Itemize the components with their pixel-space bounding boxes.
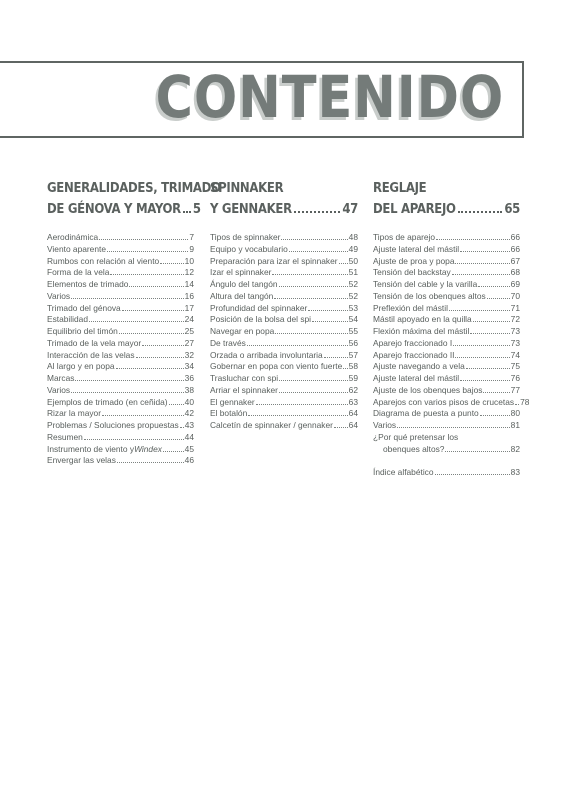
toc-entry-page: 43 xyxy=(184,420,195,430)
toc-entry[interactable] xyxy=(47,244,194,256)
dot-leader xyxy=(99,239,188,240)
dot-leader xyxy=(455,263,509,264)
section-heading xyxy=(47,178,221,220)
dot-leader xyxy=(183,211,191,213)
section-page-number: 65 xyxy=(504,202,520,217)
toc-entry[interactable] xyxy=(47,373,194,385)
toc-entry[interactable] xyxy=(47,232,194,244)
toc-entry[interactable] xyxy=(210,256,358,268)
toc-entry[interactable] xyxy=(47,314,194,326)
toc-entry-text: Elementos de trimado xyxy=(47,279,129,289)
toc-entry-text: Índice alfabético xyxy=(373,467,434,478)
toc-entry[interactable] xyxy=(373,361,520,373)
toc-entry[interactable] xyxy=(47,291,194,303)
toc-entry[interactable] xyxy=(373,350,520,362)
toc-entry-page: 49 xyxy=(348,243,358,254)
dot-leader xyxy=(466,368,510,369)
section-heading-line2: Y GENNAKER xyxy=(210,202,292,217)
toc-entry[interactable] xyxy=(47,267,194,279)
toc-entry-text: Problemas / Soluciones propuestas xyxy=(47,420,179,430)
dot-leader xyxy=(110,274,183,275)
toc-entry-text: Rumbos con relación al viento xyxy=(47,255,160,266)
toc-entry[interactable] xyxy=(210,338,358,350)
toc-entry-text: El botalón xyxy=(210,408,248,419)
toc-entry[interactable] xyxy=(47,303,194,315)
toc-entry-text: Izar el spinnaker xyxy=(210,267,272,278)
toc-entry[interactable] xyxy=(373,338,520,350)
toc-entry-page: 69 xyxy=(510,279,520,289)
dot-leader xyxy=(107,251,188,252)
toc-entry[interactable] xyxy=(210,350,358,362)
toc-entry[interactable] xyxy=(47,350,194,362)
toc-entry-text: Equilibrio del timón xyxy=(47,326,118,336)
section-page-number: 47 xyxy=(342,202,358,217)
toc-entry-page: 82 xyxy=(510,443,520,454)
dot-leader xyxy=(84,439,184,440)
toc-entry[interactable] xyxy=(373,420,520,432)
toc-entry-page: 62 xyxy=(348,384,358,395)
toc-entry-page: 45 xyxy=(184,443,194,454)
dot-leader xyxy=(339,263,348,264)
toc-entry-multiline[interactable] xyxy=(373,432,520,456)
toc-entry-text: Ajuste lateral del mástil xyxy=(373,373,460,383)
dot-leader xyxy=(129,286,183,287)
toc-entry-page: 32 xyxy=(184,349,194,360)
toc-section-reglaje xyxy=(373,178,530,479)
toc-entry-page: 66 xyxy=(510,232,520,242)
section-heading xyxy=(373,178,520,220)
toc-entry-text: Resumen xyxy=(47,431,83,442)
toc-entry[interactable] xyxy=(373,373,520,385)
toc-entry-page: 67 xyxy=(510,255,520,266)
toc-entry[interactable] xyxy=(373,314,520,326)
toc-entry[interactable] xyxy=(47,432,194,444)
toc-entry-text: ¿Por qué pretensar los xyxy=(373,431,459,442)
toc-entry-page: 63 xyxy=(348,396,358,407)
toc-entry-page: 12 xyxy=(184,267,194,278)
toc-entry-list xyxy=(47,232,194,467)
dot-leader xyxy=(163,451,184,452)
toc-entry-text: Tipos de aparejo xyxy=(373,232,436,242)
dot-leader xyxy=(453,345,510,346)
toc-entry[interactable] xyxy=(47,408,194,420)
dot-leader xyxy=(274,298,347,299)
toc-entry-page: 48 xyxy=(348,232,358,242)
toc-section-generalidades xyxy=(47,178,221,467)
toc-entry-page: 71 xyxy=(510,302,520,313)
toc-entry-text: Al largo y en popa xyxy=(47,361,115,372)
toc-entry[interactable] xyxy=(47,279,194,291)
toc-entry-text: Ajuste de proa y popa xyxy=(373,255,455,266)
toc-entry-page: 83 xyxy=(510,467,520,478)
toc-entry-page: 10 xyxy=(184,255,194,266)
toc-entry-text: Varios xyxy=(373,420,397,430)
toc-entry-page: 81 xyxy=(510,420,520,430)
dot-leader xyxy=(449,310,510,311)
toc-entry[interactable] xyxy=(210,326,358,338)
toc-entry-page: 73 xyxy=(510,326,520,336)
dot-leader xyxy=(312,321,348,322)
toc-entry[interactable] xyxy=(210,408,358,420)
toc-entry-index[interactable] xyxy=(373,467,520,479)
toc-entry-text: Flexión máxima del mástil xyxy=(373,326,470,336)
dot-leader xyxy=(294,211,340,213)
title-banner xyxy=(0,61,524,138)
toc-entry-text: Mástil apoyado en la quilla xyxy=(373,314,472,325)
toc-entry-text: Aparejo fraccionado I xyxy=(373,337,453,348)
toc-entry[interactable] xyxy=(47,444,194,456)
toc-entry[interactable] xyxy=(210,232,358,244)
dot-leader xyxy=(324,357,348,358)
toc-entry-page: 78 xyxy=(520,396,530,407)
toc-entry-list xyxy=(373,232,530,432)
dot-leader xyxy=(445,451,509,452)
toc-entry-page: 16 xyxy=(184,290,194,301)
dot-leader xyxy=(279,286,348,287)
dot-leader xyxy=(279,392,348,393)
toc-entry-page: 25 xyxy=(184,326,194,336)
toc-entry-page: 64 xyxy=(348,420,358,430)
section-heading-line1: REGLAJE xyxy=(373,181,427,196)
toc-entry-text: Arriar el spinnaker xyxy=(210,384,278,395)
toc-entry-page: 76 xyxy=(510,373,520,383)
section-heading-line1: GENERALIDADES, TRIMADO xyxy=(47,181,221,196)
toc-entry[interactable] xyxy=(373,244,520,256)
toc-entry-text: Trimado de la vela mayor xyxy=(47,337,142,348)
section-heading xyxy=(210,178,358,220)
toc-entry-text: Interacción de las velas xyxy=(47,349,135,360)
toc-entry-text: Tipos de spinnaker xyxy=(210,232,281,242)
dot-leader xyxy=(122,310,184,311)
dot-leader xyxy=(281,239,347,240)
dot-leader xyxy=(116,368,184,369)
toc-entry[interactable] xyxy=(373,326,520,338)
dot-leader xyxy=(248,415,347,416)
dot-leader xyxy=(71,392,184,393)
toc-entry-text: Ajuste de los obenques bajos xyxy=(373,384,483,395)
toc-entry-page: 73 xyxy=(510,337,520,348)
toc-entry-page: 14 xyxy=(184,279,194,289)
toc-entry-page: 34 xyxy=(184,361,194,372)
dot-leader xyxy=(117,462,184,463)
toc-entry[interactable] xyxy=(210,244,358,256)
page-title: CONTENIDO xyxy=(155,63,504,131)
dot-leader xyxy=(473,321,510,322)
toc-entry-page: 9 xyxy=(189,243,194,254)
toc-entry[interactable] xyxy=(47,326,194,338)
dot-leader xyxy=(71,298,184,299)
toc-entry-text: Rizar la mayor xyxy=(47,408,101,419)
section-heading-line2: DE GÉNOVA Y MAYOR xyxy=(47,202,181,217)
dot-leader xyxy=(470,333,509,334)
section-heading-line2: DEL APAREJO xyxy=(373,202,456,217)
toc-entry-text: Trasluchar con spi xyxy=(210,373,279,383)
toc-entry-page: 75 xyxy=(510,361,520,372)
toc-entry-text: Marcas xyxy=(47,373,75,383)
dot-leader xyxy=(435,474,510,475)
toc-entry-page: 55 xyxy=(348,326,358,336)
toc-entry[interactable] xyxy=(373,385,520,397)
toc-entry-page: 64 xyxy=(348,408,358,419)
toc-entry-page: 7 xyxy=(189,232,194,242)
toc-entry-text: Forma de la vela xyxy=(47,267,110,278)
dot-leader xyxy=(102,415,184,416)
toc-entry-page: 54 xyxy=(348,314,358,325)
dot-leader xyxy=(334,427,348,428)
toc-entry[interactable] xyxy=(373,408,520,420)
dot-leader xyxy=(180,427,184,428)
toc-entry[interactable] xyxy=(210,373,358,385)
toc-entry[interactable] xyxy=(210,291,358,303)
toc-entry-page: 80 xyxy=(510,408,520,419)
toc-entry[interactable] xyxy=(210,361,358,373)
toc-entry-page: 68 xyxy=(510,267,520,278)
toc-entry-page: 51 xyxy=(348,267,358,278)
toc-entry[interactable] xyxy=(373,232,520,244)
dot-leader xyxy=(160,263,183,264)
toc-entry[interactable] xyxy=(373,303,520,315)
toc-entry-text: Varios xyxy=(47,290,71,301)
toc-entry[interactable] xyxy=(47,385,194,397)
dot-leader xyxy=(119,333,184,334)
toc-entry[interactable] xyxy=(373,291,520,303)
toc-entry-text: Calcetín de spinnaker / gennaker xyxy=(210,420,333,430)
toc-entry-text: Ángulo del tangón xyxy=(210,279,278,289)
toc-entry[interactable] xyxy=(47,420,194,432)
dot-leader xyxy=(487,298,510,299)
toc-entry-page: 66 xyxy=(510,243,520,254)
toc-entry-text: Ejemplos de trimado (en ceñida) xyxy=(47,396,168,407)
toc-entry-page: 38 xyxy=(184,384,194,395)
dot-leader xyxy=(142,345,183,346)
toc-entry-text: Aerodinámica xyxy=(47,232,99,242)
toc-entry-page: 52 xyxy=(348,290,358,301)
toc-entry[interactable] xyxy=(47,256,194,268)
dot-leader xyxy=(169,404,184,405)
dot-leader xyxy=(436,239,510,240)
toc-entry-text: Equipo y vocabulario xyxy=(210,243,288,254)
toc-entry-text: Tensión del backstay xyxy=(373,267,451,278)
dot-leader xyxy=(515,404,519,405)
dot-leader xyxy=(343,368,347,369)
dot-leader xyxy=(256,404,348,405)
toc-entry-page: 56 xyxy=(348,337,358,348)
toc-entry-text: Diagrama de puesta a punto xyxy=(373,408,479,419)
toc-entry-page: 72 xyxy=(510,314,520,325)
toc-entry-text: Tensión de los obenques altos xyxy=(373,290,486,301)
dot-leader xyxy=(480,415,510,416)
toc-entry-page: 40 xyxy=(184,396,194,407)
toc-entry-text: Estabilidad xyxy=(47,314,88,325)
toc-entry-page: 74 xyxy=(510,349,520,360)
dot-leader xyxy=(455,357,509,358)
toc-entry-page: 17 xyxy=(184,302,194,313)
toc-entry-page: 42 xyxy=(184,408,194,419)
toc-entry-page: 27 xyxy=(184,337,194,348)
toc-entry-text-italic: Windex xyxy=(134,443,162,454)
toc-entry-page: 70 xyxy=(510,290,520,301)
toc-entry[interactable] xyxy=(210,279,358,291)
toc-entry-page: 59 xyxy=(348,373,358,383)
dot-leader xyxy=(136,357,184,358)
toc-entry[interactable] xyxy=(210,314,358,326)
toc-entry-text: Preparación para izar el spinnaker xyxy=(210,255,338,266)
dot-leader xyxy=(452,274,510,275)
toc-entry-text: Orzada o arribada involuntaria xyxy=(210,349,323,360)
dot-leader xyxy=(460,251,510,252)
toc-entry[interactable] xyxy=(373,267,520,279)
toc-entry-page: 57 xyxy=(348,349,358,360)
dot-leader xyxy=(275,333,347,334)
spacer xyxy=(373,455,520,467)
toc-entry[interactable] xyxy=(210,385,358,397)
toc-entry[interactable] xyxy=(373,396,530,409)
toc-entry-text: Aparejos con varios pisos de crucetas xyxy=(373,396,515,407)
toc-entry-text: De través xyxy=(210,337,246,348)
toc-entry-text: Aparejo fraccionado II xyxy=(373,349,455,360)
toc-entry-text: El gennaker xyxy=(210,396,255,407)
dot-leader xyxy=(308,310,347,311)
toc-entry-page: 36 xyxy=(184,373,194,383)
toc-entry-text: Envergar las velas xyxy=(47,455,116,466)
toc-entry-text: Ajuste lateral del mástil xyxy=(373,243,460,254)
toc-entry-page: 53 xyxy=(348,302,358,313)
toc-entry[interactable] xyxy=(47,455,194,467)
toc-entry-page: 24 xyxy=(184,314,194,325)
toc-entry-text-continued: obenques altos? xyxy=(383,443,445,454)
toc-entry-text: Ajuste navegando a vela xyxy=(373,361,465,372)
toc-entry[interactable] xyxy=(373,256,520,268)
section-page-number: 5 xyxy=(192,202,201,217)
toc-entry-page: 44 xyxy=(184,431,194,442)
toc-entry-page: 58 xyxy=(348,361,358,372)
section-heading-line1: SPINNAKER xyxy=(210,181,284,196)
toc-entry-list xyxy=(210,232,358,432)
toc-entry[interactable] xyxy=(47,338,194,350)
dot-leader xyxy=(458,211,503,213)
toc-entry[interactable] xyxy=(210,303,358,315)
toc-entry-page: 77 xyxy=(510,384,520,395)
dot-leader xyxy=(289,251,348,252)
toc-entry-text: Trimado del génova xyxy=(47,302,121,313)
toc-entry-page: 52 xyxy=(348,279,358,289)
toc-entry[interactable] xyxy=(210,397,358,409)
dot-leader xyxy=(397,427,510,428)
toc-entry[interactable] xyxy=(47,397,194,409)
toc-entry-text: Varios xyxy=(47,384,71,395)
toc-entry[interactable] xyxy=(210,420,358,432)
toc-entry-page: 50 xyxy=(348,255,358,266)
dot-leader xyxy=(75,380,183,381)
dot-leader xyxy=(279,380,348,381)
toc-section-spinnaker xyxy=(210,178,358,432)
toc-entry-text: Instrumento de viento y xyxy=(47,443,135,454)
toc-entry-text: Viento aparente xyxy=(47,243,106,254)
dot-leader xyxy=(478,286,509,287)
toc-entry-text: Posición de la bolsa del spi xyxy=(210,314,312,325)
toc-entry[interactable] xyxy=(47,361,194,373)
toc-entry-text: Navegar en popa xyxy=(210,326,275,336)
toc-entry-text: Preflexión del mástil xyxy=(373,302,448,313)
dot-leader xyxy=(460,380,510,381)
toc-entry-text: Profundidad del spinnaker xyxy=(210,302,308,313)
toc-entry-page: 46 xyxy=(184,455,194,466)
dot-leader xyxy=(247,345,348,346)
dot-leader xyxy=(483,392,509,393)
toc-entry[interactable] xyxy=(373,279,520,291)
toc-entry-text: Altura del tangón xyxy=(210,290,274,301)
toc-entry-text: Tensión del cable y la varilla xyxy=(373,279,478,289)
toc-entry-text: Gobernar en popa con viento fuerte xyxy=(210,361,343,372)
toc-entry[interactable] xyxy=(210,267,358,279)
dot-leader xyxy=(272,274,347,275)
dot-leader xyxy=(89,321,184,322)
